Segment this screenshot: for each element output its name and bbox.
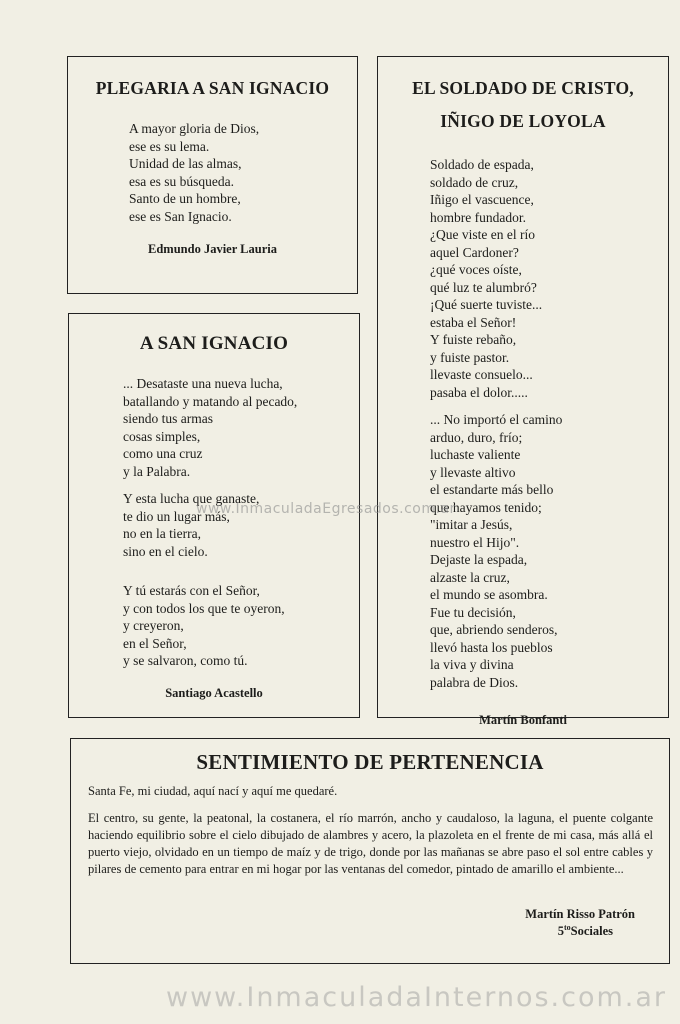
poem-body	[123, 375, 359, 670]
poem-author: Edmundo Javier Lauria	[148, 242, 277, 256]
poem-line: y con todos los que te oyeron,	[123, 600, 285, 616]
poem-stanza	[123, 375, 359, 480]
course-number: 5	[557, 924, 564, 939]
poem-line: ¿qué voces oíste,	[430, 262, 522, 277]
essay-title: SENTIMIENTO DE PERTENENCIA	[196, 750, 544, 774]
poem-line: la viva y divina	[430, 657, 514, 672]
poem-line: qué luz te alumbró?	[430, 279, 537, 295]
poem-line: arduo, duro, frío;	[430, 429, 523, 445]
poem-line: llevó hasta los pueblos	[430, 639, 553, 655]
poem-title-line2: IÑIGO DE LOYOLA	[440, 111, 606, 131]
course-name: Sociales	[570, 924, 613, 939]
poem-line: A mayor gloria de Dios,	[129, 121, 260, 136]
poem-line: esa es su búsqueda.	[129, 173, 234, 189]
poem-line: Dejaste la espada,	[430, 552, 528, 567]
poem-line: sino en el cielo.	[123, 543, 208, 559]
poem-line: que, abriendo senderos,	[430, 622, 558, 637]
poem-line: ... Desataste una nueva lucha,	[123, 376, 283, 391]
poem-line: Y tú estarás con el Señor,	[123, 583, 260, 598]
poem-line: batallando y matando al pecado,	[123, 393, 298, 409]
poem-title: PLEGARIA A SAN IGNACIO	[95, 78, 330, 98]
poem-author: Santiago Acastello	[165, 685, 263, 700]
poem-line: ese es su lema.	[129, 138, 210, 154]
poem-line: Iñigo el vascuence,	[430, 192, 534, 207]
poem-line: ¡Qué suerte tuviste...	[430, 297, 543, 312]
poem-line: aquel Cardoner?	[430, 244, 519, 260]
poem-line: no en la tierra,	[123, 526, 201, 541]
poem-line: el mundo se asombra.	[430, 587, 548, 602]
poem-line: Fue tu decisión,	[430, 604, 516, 620]
poem-line: Unidad de las almas,	[129, 156, 242, 171]
poem-line: que hayamos tenido;	[430, 499, 542, 515]
poem-line: ese es San Ignacio.	[129, 208, 232, 224]
poem-line: Y esta lucha que ganaste,	[123, 491, 260, 506]
poem-line: palabra de Dios.	[430, 674, 519, 690]
poem-line: y llevaste altivo	[430, 464, 516, 480]
watermark-bottom: www.InmaculadaInternos.com.ar	[166, 982, 668, 1013]
course-superscript: to	[563, 923, 571, 932]
poem-line: soldado de cruz,	[430, 174, 519, 190]
poem-title-line1: EL SOLDADO DE CRISTO,	[412, 78, 634, 98]
poem-line: y creyeron,	[123, 618, 184, 633]
poem-line: Y fuiste rebaño,	[430, 332, 517, 347]
poem-author: Martín Bonfanti	[479, 713, 567, 727]
poem-line: y la Palabra.	[123, 463, 191, 479]
poem-line: luchaste valiente	[430, 447, 521, 462]
poem-line: nuestro el Hijo".	[430, 534, 520, 550]
poem-line: Santo de un hombre,	[129, 191, 241, 206]
poem-line: alzaste la cruz,	[430, 569, 510, 585]
poem-title: A SAN IGNACIO	[139, 333, 289, 354]
poem-line: ¿Que viste en el río	[430, 227, 535, 242]
essay-paragraph: Santa Fe, mi ciudad, aquí nací y aquí me quedaré.	[88, 784, 338, 798]
poem-line: y fuiste pastor.	[430, 349, 510, 365]
poem-line: te dio un lugar más,	[123, 508, 230, 524]
poem-box-plegaria	[67, 56, 358, 294]
poem-line: como una cruz	[123, 446, 203, 461]
poem-stanza	[430, 156, 668, 401]
poem-line: en el Señor,	[123, 635, 187, 651]
poem-line: hombre fundador.	[430, 209, 526, 225]
poem-stanza	[430, 411, 668, 691]
poem-body	[430, 156, 668, 691]
essay-paragraph: El centro, su gente, la peatonal, la costanera, el río marrón, ancho y caudaloso, la laguna, el puente colgante haciendo equilibrio sobre el cielo dibujado de alambres y acero, la plazoleta en el frente de mi casa, más allá el puerto viejo, olvidado en un tiempo de maíz y de trigo, donde por las mañanas se abre paso el sol entre cables y pilares de cemento para entrar en mi hogar por las ventanas del comedor, pintado de amarillo el ambiente...	[88, 811, 653, 876]
essay-box	[70, 738, 670, 964]
poem-line: llevaste consuelo...	[430, 367, 533, 382]
poem-line: estaba el Señor!	[430, 314, 517, 330]
poem-line: "imitar a Jesús,	[430, 517, 513, 532]
essay-author: Martín Risso Patrón	[525, 907, 635, 921]
poem-line: siendo tus armas	[123, 411, 213, 426]
watermark-center: www.InmaculadaEgresados.com.ar	[196, 501, 456, 517]
poem-box-soldado	[377, 56, 669, 727]
essay-course	[558, 923, 613, 939]
poem-line: el estandarte más bello	[430, 482, 554, 497]
poem-line: cosas simples,	[123, 428, 201, 444]
poem-line: y se salvaron, como tú.	[123, 653, 248, 668]
poem-line: pasaba el dolor.....	[430, 384, 528, 400]
poem-body	[129, 120, 357, 225]
poem-line: ... No importó el camino	[430, 412, 563, 427]
poem-line: Soldado de espada,	[430, 157, 534, 172]
poem-stanza	[123, 582, 359, 670]
